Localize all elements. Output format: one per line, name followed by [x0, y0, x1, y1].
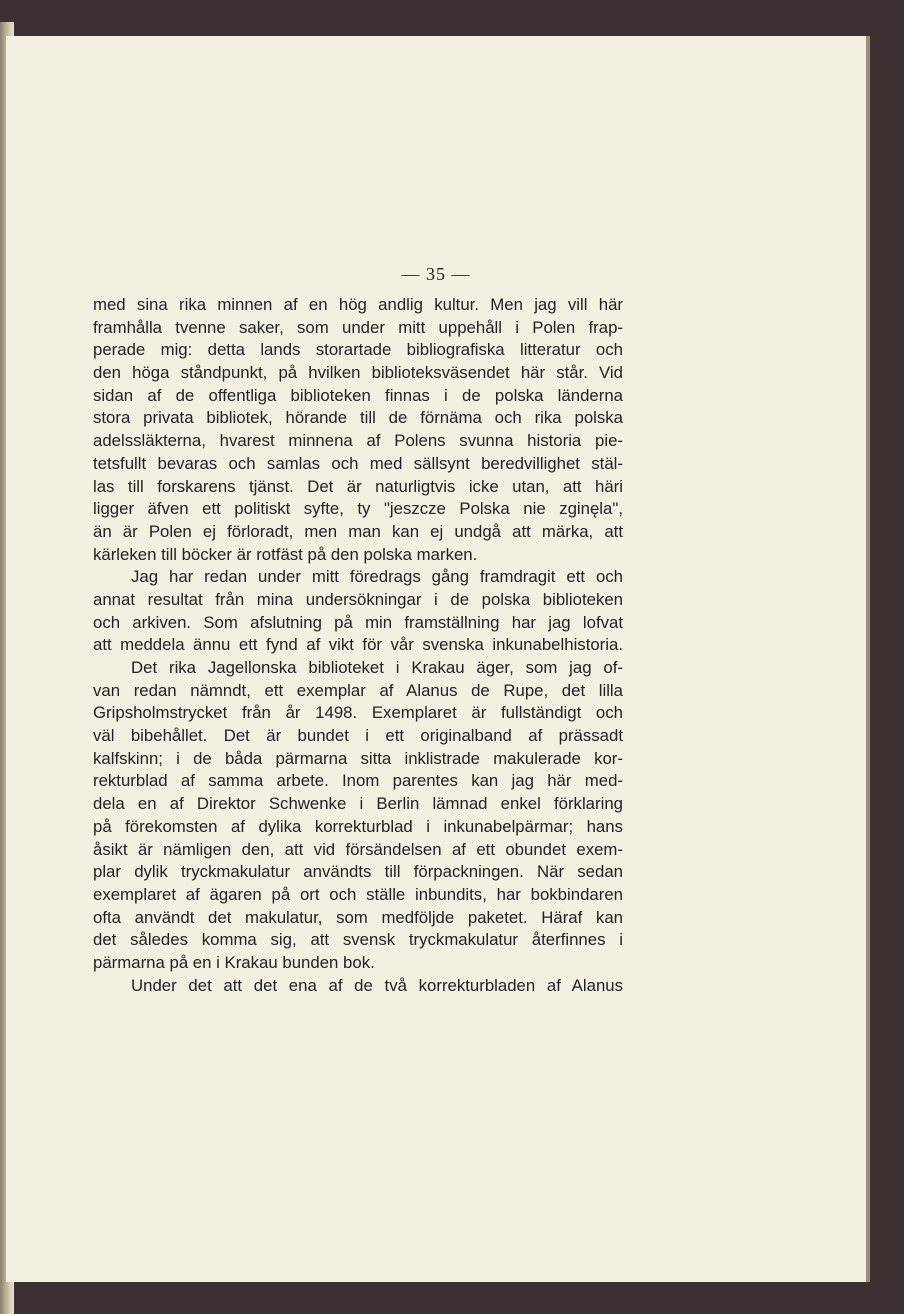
text-line: annat resultat från mina undersökningar i de polska biblioteken [93, 589, 623, 609]
text-line: den höga ståndpunkt, på hvilken biblioteksväsendet här står. Vid [93, 363, 623, 383]
paragraph-2 [93, 566, 623, 657]
text-line: dela en af Direktor Schwenke i Berlin lämnad enkel förklaring [93, 794, 623, 814]
text-line: rekturblad af samma arbete. Inom parentes kan jag här med- [93, 771, 623, 791]
text-line: pärmarna på en i Krakau bunden bok. [93, 952, 375, 972]
text-line: Det rika Jagellonska biblioteket i Krakau äger, som jag of- [131, 658, 623, 677]
text-line: Under det att det ena af de två korrekturbladen af Alanus [131, 975, 623, 995]
text-line: att meddela ännu ett fynd af vikt för vår svenska inkunabelhistoria. [93, 635, 623, 655]
text-line: Gripsholmstrycket från år 1498. Exemplaret är fullständigt och [93, 703, 623, 723]
page-number: — 35 — [401, 264, 471, 284]
text-line: ofta användt det makulatur, som medföljde paketet. Häraf kan [93, 907, 623, 927]
text-line: och arkiven. Som afslutning på min framställning har jag lofvat [93, 612, 623, 632]
paragraph-3 [93, 657, 623, 975]
book-page [6, 36, 866, 1282]
text-line: plar dylik tryckmakulatur användts till förpackningen. När sedan [93, 862, 623, 882]
text-line: det således komma sig, att svensk tryckmakulatur återfinnes i [93, 930, 623, 950]
text-line: adelssläkterna, hvarest minnena af Polens svunna historia pie- [93, 431, 623, 451]
text-line: stora privata bibliotek, hörande till de förnäma och rika polska [93, 408, 623, 428]
text-line: på förekomsten af dylika korrekturblad i inkunabelpärmar; hans [93, 816, 623, 836]
text-line: sidan af de offentliga biblioteken finnas i de polska länderna [93, 385, 623, 405]
text-line: kärleken till böcker är rotfäst på den polska marken. [93, 544, 478, 564]
text-line: Jag har redan under mitt föredrags gång framdragit ett och [131, 567, 623, 587]
text-line: väl bibehållet. Det är bundet i ett originalband af prässadt [93, 726, 623, 746]
text-line: kalfskinn; i de båda pärmarna sitta inklistrade makulerade kor- [93, 748, 623, 768]
text-line: van redan nämndt, ett exemplar af Alanus de Rupe, det lilla [93, 680, 623, 700]
text-line: än är Polen ej förloradt, men man kan ej undgå att märka, att [93, 521, 623, 541]
text-line: exemplaret af ägaren på ort och ställe inbundits, har bokbindaren [93, 884, 623, 904]
text-line: perade mig: detta lands storartade bibliografiska litteratur och [93, 340, 623, 360]
text-line: framhålla tvenne saker, som under mitt uppehåll i Polen frap- [93, 317, 623, 337]
paragraph-4 [93, 975, 623, 998]
text-line: tetsfullt bevaras och samlas och med sällsynt beredvillighet stäl- [93, 453, 623, 473]
text-line: åsikt är nämligen den, att vid försändelsen af ett obundet exem- [93, 839, 623, 859]
body-text [93, 294, 623, 997]
paragraph-1 [93, 294, 623, 566]
text-line: las till forskarens tjänst. Det är naturligtvis icke utan, att häri [93, 476, 623, 496]
text-line: ligger äfven ett politiskt syfte, ty "jeszcze Polska nie zginęla", [93, 499, 623, 519]
text-line: med sina rika minnen af en hög andlig kultur. Men jag vill här [93, 295, 623, 314]
